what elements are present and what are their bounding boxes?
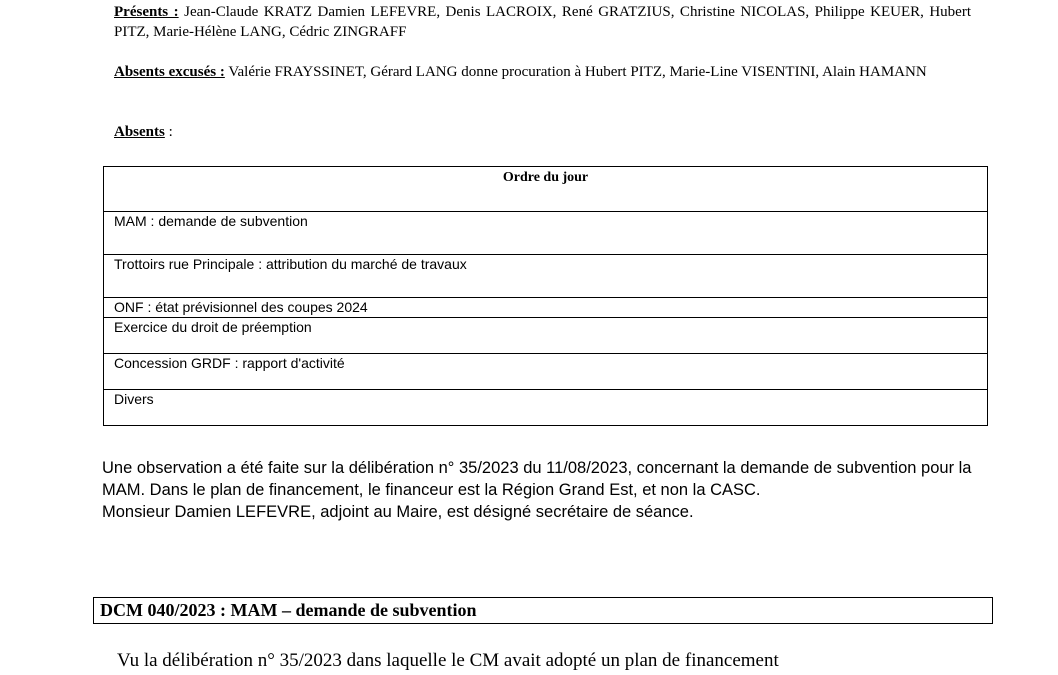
agenda-row	[104, 318, 988, 354]
observation-text: Une observation a été faite sur la délibération n° 35/2023 du 11/08/2023, concernant la demande de subvention pour la MAM. Dans le plan de financement, le financeur est la Région Grand Est, et non la CASC.	[102, 459, 972, 499]
observation-block	[102, 457, 972, 523]
secretary-text: Monsieur Damien LEFEVRE, adjoint au Maire, est désigné secrétaire de séance.	[102, 503, 694, 521]
agenda-row	[104, 212, 988, 255]
agenda-item-4: Exercice du droit de préemption	[104, 318, 988, 354]
agenda-item-2: Trottoirs rue Principale : attribution du marché de travaux	[104, 255, 988, 298]
excused-paragraph	[114, 62, 971, 82]
agenda-row	[104, 298, 988, 318]
absents-label: Absents	[114, 124, 165, 140]
agenda-item-5: Concession GRDF : rapport d'activité	[104, 354, 988, 390]
agenda-header-row	[104, 167, 988, 212]
agenda-row	[104, 354, 988, 390]
agenda-row	[104, 390, 988, 426]
agenda-item-3: ONF : état prévisionnel des coupes 2024	[104, 298, 988, 318]
agenda-item-6: Divers	[104, 390, 988, 426]
absents-paragraph	[114, 122, 971, 142]
excused-label: Absents excusés :	[114, 64, 225, 80]
agenda-title: Ordre du jour	[104, 167, 988, 212]
agenda-table	[103, 166, 988, 426]
excused-text: Valérie FRAYSSINET, Gérard LANG donne procuration à Hubert PITZ, Marie-Line VISENTINI, Alain HAMANN	[228, 64, 927, 80]
presents-paragraph	[114, 2, 971, 42]
section-heading: DCM 040/2023 : MAM – demande de subvention	[93, 597, 993, 624]
presents-text: Jean-Claude KRATZ Damien LEFEVRE, Denis LACROIX, René GRATZIUS, Christine NICOLAS, Philippe KEUER, Hubert PITZ, Marie-Hélène LANG, Cédric ZINGRAFF	[114, 4, 971, 40]
presents-label: Présents :	[114, 4, 179, 20]
section-body-first-line: Vu la délibération n° 35/2023 dans laquelle le CM avait adopté un plan de financement	[117, 650, 779, 671]
agenda-item-1: MAM : demande de subvention	[104, 212, 988, 255]
agenda-row	[104, 255, 988, 298]
absents-text: :	[164, 124, 173, 140]
